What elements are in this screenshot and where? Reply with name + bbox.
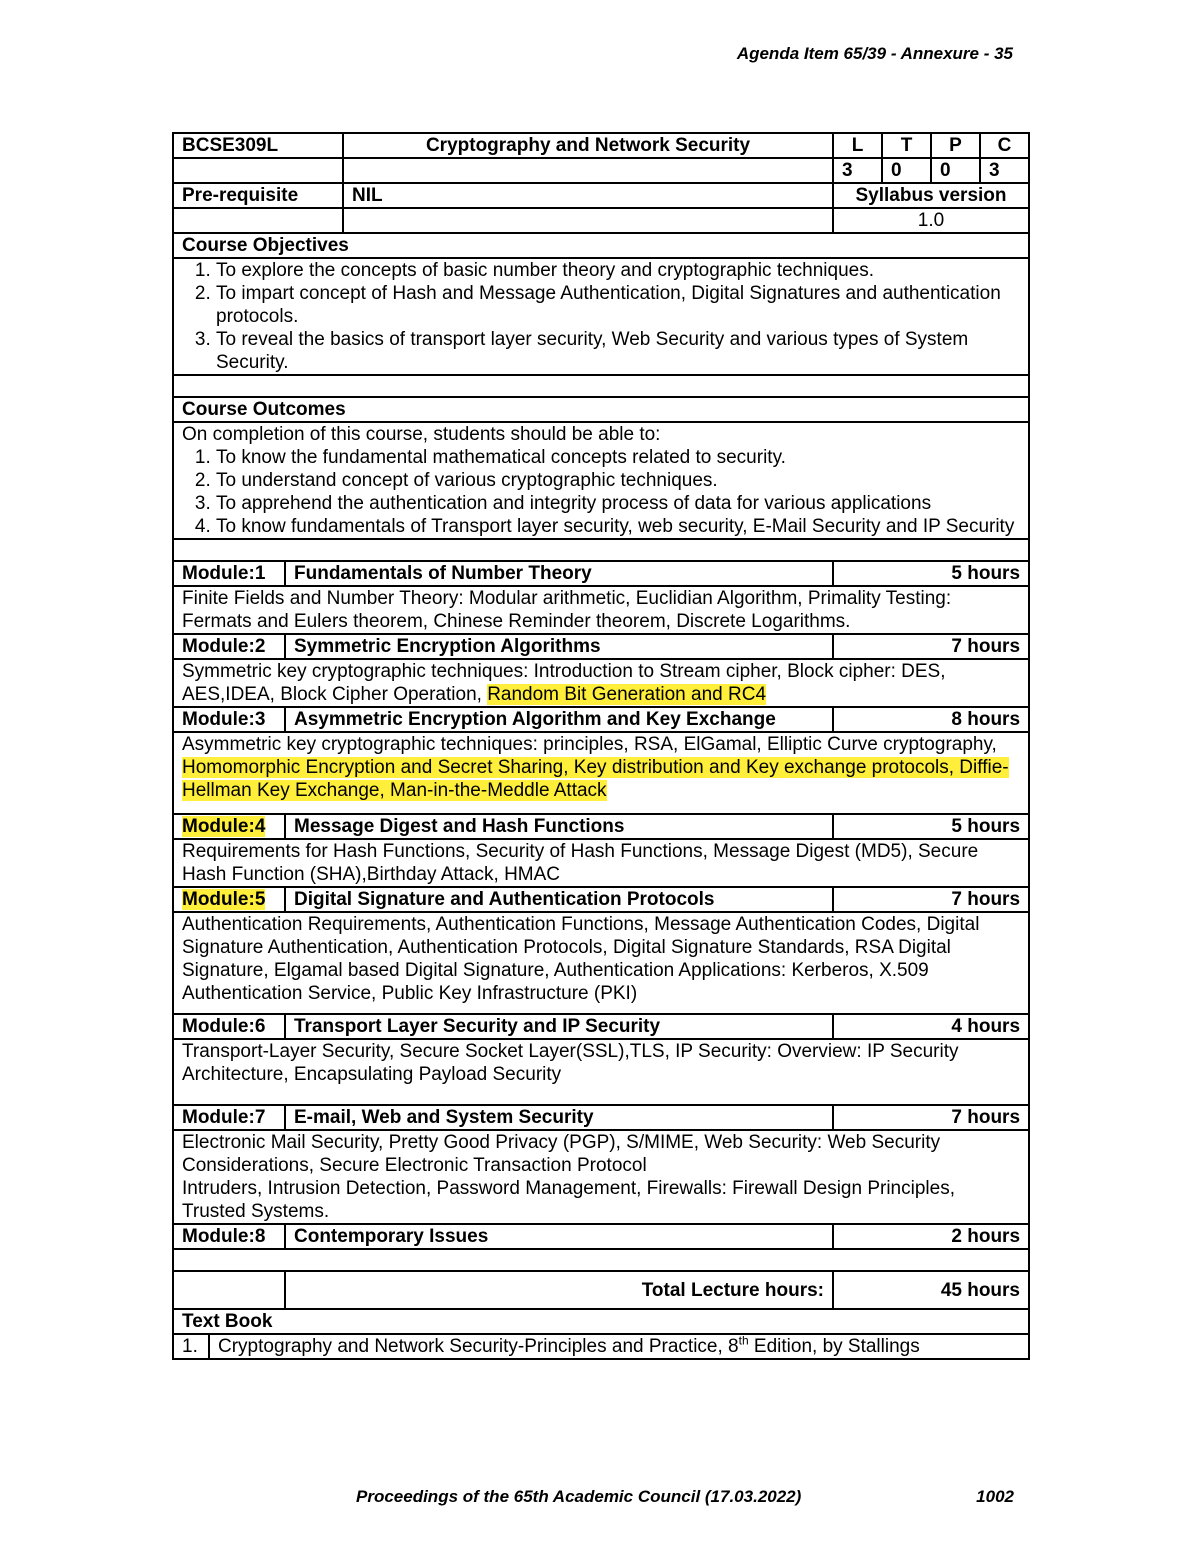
module-title: Fundamentals of Number Theory	[285, 561, 833, 586]
module-content: Electronic Mail Security, Pretty Good Privacy (PGP), S/MIME, Web Security: Web Security Considerations, Secure Electronic Transaction Protocol	[182, 1132, 941, 1176]
objectives-list	[182, 259, 1020, 374]
prereq-label: Pre-requisite	[173, 183, 343, 208]
textbook-number: 1.	[174, 1335, 210, 1358]
module-hours: 2 hours	[833, 1224, 1029, 1249]
proceedings-text: Proceedings of the 65th Academic Council (17.03.2022)	[356, 1487, 802, 1506]
outcomes-intro: On completion of this course, students should be able to:	[182, 424, 661, 445]
page-footer	[356, 1487, 1014, 1507]
module-header-row	[173, 887, 1029, 912]
module-number: Module:3	[173, 707, 285, 732]
module-header-row	[173, 1014, 1029, 1039]
ltpc-value-p: 0	[931, 158, 980, 183]
total-value: 45 hours	[833, 1271, 1029, 1309]
module-content: Requirements for Hash Functions, Security of Hash Functions, Message Digest (MD5), Secure Hash Function (SHA),Birthday Attack, HMAC	[173, 839, 1029, 887]
ltpc-label-t: T	[882, 133, 931, 158]
module-content-cell	[173, 732, 1029, 814]
module-number-cell	[173, 814, 285, 839]
module-hours: 8 hours	[833, 707, 1029, 732]
ltpc-label-l: L	[833, 133, 882, 158]
module-content: Transport-Layer Security, Secure Socket Layer(SSL),TLS, IP Security: Overview: IP Security Architecture, Encapsulating Payload Security	[173, 1039, 1029, 1105]
syllabus-table	[172, 132, 1030, 1360]
textbook-row	[173, 1334, 1029, 1359]
ltpc-label-c: C	[980, 133, 1029, 158]
outcomes-list	[182, 446, 1020, 538]
prereq-row	[173, 183, 1029, 208]
textbook-heading: Text Book	[173, 1309, 1029, 1334]
module-title: Transport Layer Security and IP Security	[285, 1014, 833, 1039]
outcome-item: 4. To know fundamentals of Transport layer security, web security, E-Mail Security and IP Security	[216, 515, 1020, 538]
module-content: Symmetric key cryptographic techniques: Introduction to Stream cipher, Block cipher: DES, AES,IDEA, Block Cipher Operation,	[182, 661, 946, 705]
module-hours: 7 hours	[833, 1105, 1029, 1130]
module-number: Module:7	[173, 1105, 285, 1130]
module-number: Module:6	[173, 1014, 285, 1039]
module-hours: 7 hours	[833, 634, 1029, 659]
module-content: Asymmetric key cryptographic techniques: principles, RSA, ElGamal, Elliptic Curve cryptography,	[182, 734, 997, 755]
prereq-value: NIL	[343, 183, 833, 208]
module-header-row	[173, 1224, 1029, 1249]
outcomes-heading: Course Outcomes	[173, 397, 1029, 422]
module-title: Asymmetric Encryption Algorithm and Key Exchange	[285, 707, 833, 732]
ltpc-value-t: 0	[882, 158, 931, 183]
page-number: 1002	[976, 1487, 1014, 1506]
objective-item: 3. To reveal the basics of transport layer security, Web Security and various types of System Security.	[216, 328, 1020, 374]
ltpc-value-l: 3	[833, 158, 882, 183]
module-title: Message Digest and Hash Functions	[285, 814, 833, 839]
agenda-header: Agenda Item 65/39 - Annexure - 35	[736, 44, 1013, 63]
outcome-item: 2. To understand concept of various cryptographic techniques.	[216, 469, 1020, 492]
module-number: Module:5	[182, 889, 266, 910]
module-hours: 4 hours	[833, 1014, 1029, 1039]
module-hours: 5 hours	[833, 561, 1029, 586]
objectives-heading: Course Objectives	[173, 233, 1029, 258]
total-row	[173, 1271, 1029, 1309]
module-header-row	[173, 561, 1029, 586]
module-content-highlight: Homomorphic Encryption and Secret Sharing, Key distribution and Key exchange protocols, Diffie-Hellman Key Exchange, Man-in-the-Meddle Attack	[182, 757, 1009, 801]
syllabus-version-value: 1.0	[833, 208, 1029, 233]
module-content-cell	[173, 1130, 1029, 1224]
textbook-entry: Cryptography and Network Security-Principles and Practice, 8th Edition, by Stallings	[218, 1333, 920, 1357]
module-content-highlight: Random Bit Generation and RC4	[487, 684, 767, 705]
course-title-row	[173, 133, 1029, 158]
module-hours: 5 hours	[833, 814, 1029, 839]
objective-item: 1. To explore the concepts of basic number theory and cryptographic techniques.	[216, 259, 1020, 282]
total-label: Total Lecture hours:	[285, 1271, 833, 1309]
module-title: Contemporary Issues	[285, 1224, 833, 1249]
module-header-row	[173, 814, 1029, 839]
module-content: Finite Fields and Number Theory: Modular arithmetic, Euclidian Algorithm, Primality Testing: Fermats and Eulers theorem, Chinese Reminder theorem, Discrete Logarithms.	[173, 586, 1029, 634]
module-content-continued: Intruders, Intrusion Detection, Password Management, Firewalls: Firewall Design Principles, Trusted Systems.	[182, 1178, 955, 1222]
module-number: Module:8	[173, 1224, 285, 1249]
module-title: E-mail, Web and System Security	[285, 1105, 833, 1130]
module-header-row	[173, 707, 1029, 732]
module-number: Module:2	[173, 634, 285, 659]
syllabus-version-row	[173, 208, 1029, 233]
module-hours: 7 hours	[833, 887, 1029, 912]
module-header-row	[173, 634, 1029, 659]
module-number-cell	[173, 887, 285, 912]
module-content: Authentication Requirements, Authentication Functions, Message Authentication Codes, Digital Signature Authentication, Authentication Protocols, Digital Signature Standards, RSA Digital Signature, Elgamal based Digital Signature, Authentication Applications: Kerberos, X.509 Authentication Service, Public Key Infrastructure (PKI)	[173, 912, 1029, 1014]
ltpc-values-row	[173, 158, 1029, 183]
course-code: BCSE309L	[173, 133, 343, 158]
module-title: Symmetric Encryption Algorithms	[285, 634, 833, 659]
outcomes-list-cell	[173, 422, 1029, 539]
objectives-list-cell	[173, 258, 1029, 375]
module-title: Digital Signature and Authentication Protocols	[285, 887, 833, 912]
module-content-cell	[173, 659, 1029, 707]
ltpc-label-p: P	[931, 133, 980, 158]
outcome-item: 3. To apprehend the authentication and integrity process of data for various applications	[216, 492, 1020, 515]
module-number: Module:4	[182, 816, 266, 837]
module-number: Module:1	[173, 561, 285, 586]
module-header-row	[173, 1105, 1029, 1130]
course-title: Cryptography and Network Security	[343, 133, 833, 158]
outcome-item: 1. To know the fundamental mathematical concepts related to security.	[216, 446, 1020, 469]
ltpc-value-c: 3	[980, 158, 1029, 183]
objective-item: 2. To impart concept of Hash and Message Authentication, Digital Signatures and authentication protocols.	[216, 282, 1020, 328]
syllabus-version-label: Syllabus version	[833, 183, 1029, 208]
